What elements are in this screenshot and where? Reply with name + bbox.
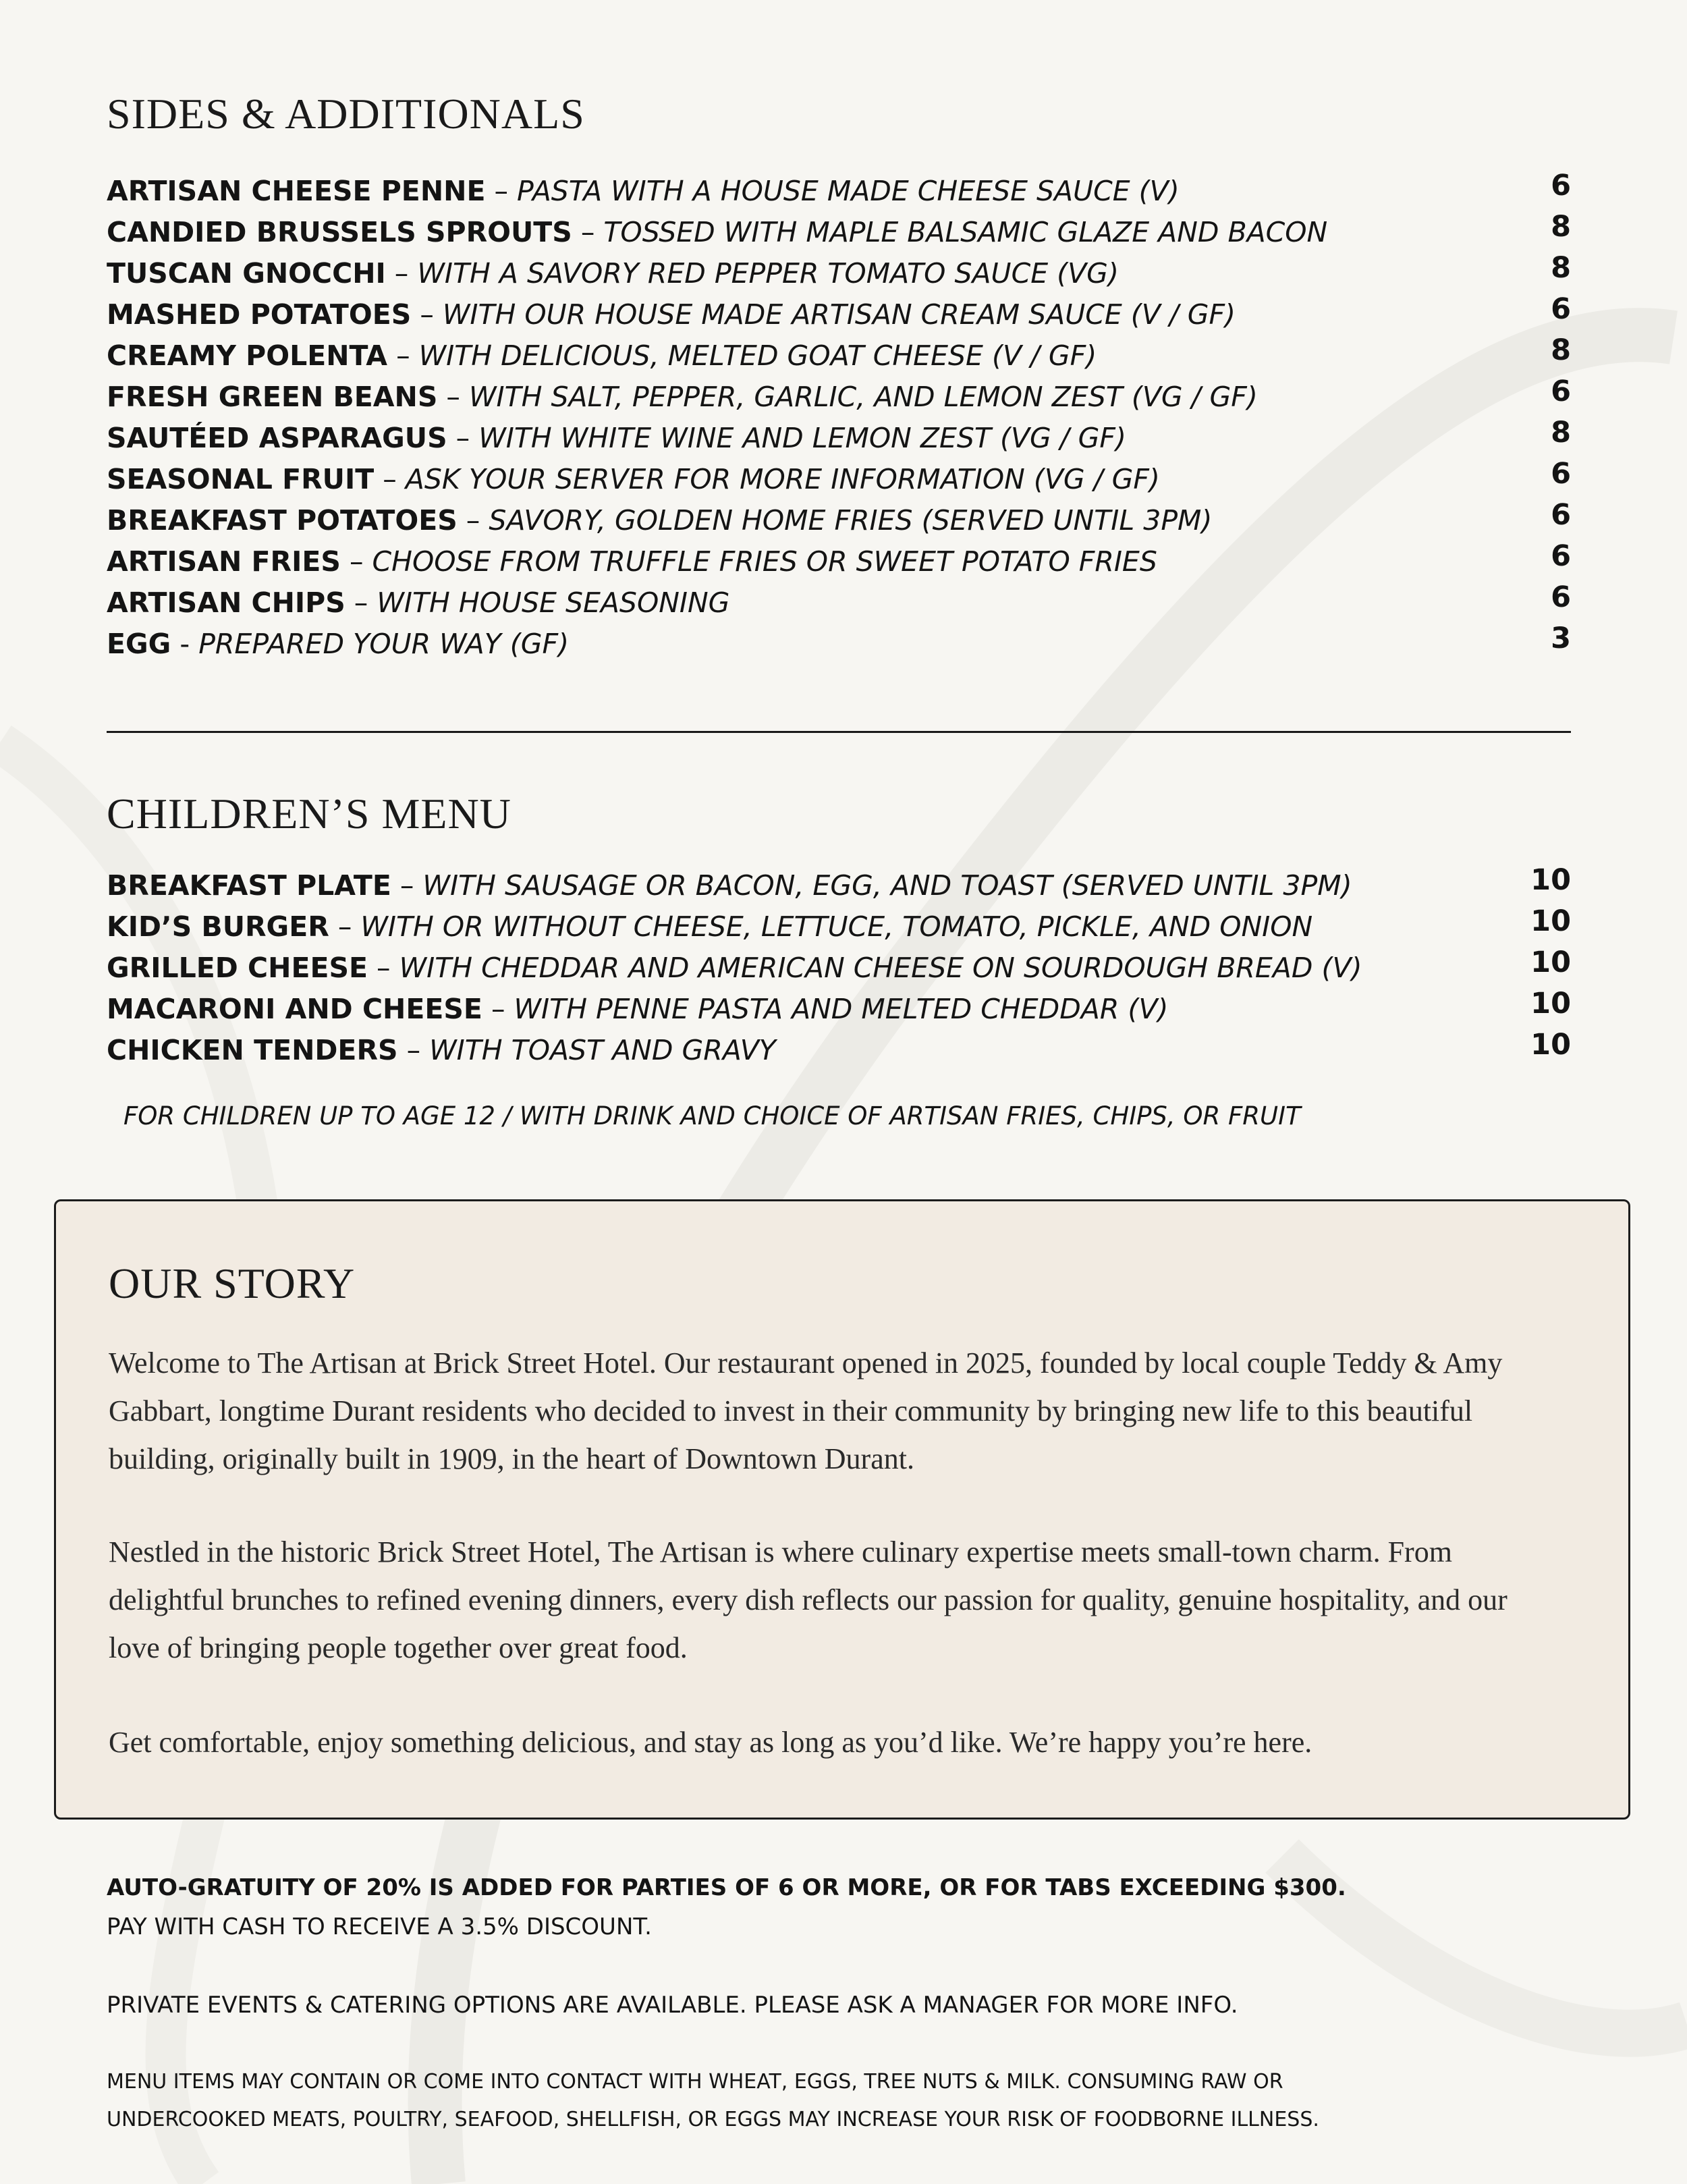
menu-item <box>107 418 1571 459</box>
menu-item-description: WITH WHITE WINE AND LEMON ZEST (VG / GF) <box>478 422 1126 454</box>
menu-item-description: WITH DELICIOUS, MELTED GOAT CHEESE (V / GF) <box>418 339 1097 372</box>
menu-item-name: MACARONI AND CHEESE <box>107 993 482 1025</box>
menu-item <box>107 865 1571 906</box>
menu-item-text <box>107 1030 776 1071</box>
menu-item-price: 8 <box>1551 333 1571 367</box>
menu-item-text <box>107 906 1312 948</box>
menu-item-name: ARTISAN CHEESE PENNE <box>107 175 486 207</box>
menu-item-text <box>107 541 1157 582</box>
sides-list <box>107 171 1571 665</box>
menu-item-price: 6 <box>1551 539 1571 573</box>
menu-item-name: BREAKFAST POTATOES <box>107 504 458 537</box>
children-note: FOR CHILDREN UP TO AGE 12 / WITH DRINK AND CHOICE OF ARTISAN FRIES, CHIPS, OR FRUIT <box>123 1101 1301 1130</box>
menu-item <box>107 377 1571 418</box>
menu-item-name: MASHED POTATOES <box>107 298 412 331</box>
menu-item-price: 10 <box>1530 904 1571 938</box>
story-title: OUR STORY <box>109 1259 356 1307</box>
menu-item-description: WITH SAUSAGE OR BACON, EGG, AND TOAST (SERVED UNTIL 3PM) <box>422 869 1352 902</box>
menu-item-text <box>107 865 1352 906</box>
menu-item-separator: – <box>437 381 469 413</box>
menu-item-text <box>107 294 1236 335</box>
menu-item-separator: – <box>572 216 604 248</box>
menu-item <box>107 335 1571 377</box>
menu-item-text <box>107 377 1258 418</box>
menu-item-separator: – <box>345 586 377 619</box>
menu-item-separator: – <box>411 298 443 331</box>
menu-item <box>107 253 1571 294</box>
menu-item <box>107 541 1571 582</box>
sides-title: SIDES & ADDITIONALS <box>107 90 585 138</box>
menu-item <box>107 212 1571 253</box>
menu-item-text <box>107 948 1362 989</box>
menu-item-description: TOSSED WITH MAPLE BALSAMIC GLAZE AND BACON <box>603 216 1328 248</box>
menu-item-price: 6 <box>1551 292 1571 326</box>
section-divider <box>107 731 1571 733</box>
private-events-notice: PRIVATE EVENTS & CATERING OPTIONS ARE AVAILABLE. PLEASE ASK A MANAGER FOR MORE INFO. <box>107 1992 1238 2019</box>
menu-item-price: 8 <box>1551 210 1571 244</box>
menu-item-separator: – <box>485 175 518 207</box>
children-list <box>107 865 1571 1071</box>
menu-item-price: 8 <box>1551 416 1571 449</box>
menu-item-separator: – <box>482 993 514 1025</box>
menu-item-description: WITH TOAST AND GRAVY <box>429 1034 776 1066</box>
menu-item-price: 6 <box>1551 580 1571 614</box>
menu-item-name: EGG <box>107 628 171 660</box>
menu-item-description: PREPARED YOUR WAY (GF) <box>198 628 570 660</box>
menu-item-description: WITH CHEDDAR AND AMERICAN CHEESE ON SOURDOUGH BREAD (V) <box>399 952 1362 984</box>
menu-item <box>107 989 1571 1030</box>
menu-item <box>107 948 1571 989</box>
menu-item-price: 8 <box>1551 251 1571 285</box>
menu-item-separator: – <box>457 504 489 537</box>
menu-item-description: WITH A SAVORY RED PEPPER TOMATO SAUCE (VG) <box>417 257 1119 290</box>
menu-item-price: 10 <box>1530 987 1571 1020</box>
menu-item-price: 6 <box>1551 169 1571 202</box>
menu-item-price: 6 <box>1551 498 1571 532</box>
menu-item-description: ASK YOUR SERVER FOR MORE INFORMATION (VG / GF) <box>405 463 1160 495</box>
menu-item-text <box>107 171 1180 212</box>
menu-item-separator: – <box>447 422 479 454</box>
menu-item-text <box>107 253 1119 294</box>
menu-item-separator: – <box>374 463 406 495</box>
menu-item-description: WITH HOUSE SEASONING <box>377 586 730 619</box>
menu-item-separator: – <box>368 952 399 984</box>
menu-item-text <box>107 989 1168 1030</box>
menu-item-name: TUSCAN GNOCCHI <box>107 257 386 290</box>
menu-item <box>107 294 1571 335</box>
menu-item <box>107 582 1571 624</box>
menu-item-description: SAVORY, GOLDEN HOME FRIES (SERVED UNTIL 3PM) <box>489 504 1213 537</box>
menu-item-name: ARTISAN CHIPS <box>107 586 345 619</box>
menu-item <box>107 906 1571 948</box>
allergy-notice-line2: UNDERCOOKED MEATS, POULTRY, SEAFOOD, SHELLFISH, OR EGGS MAY INCREASE YOUR RISK OF FOODBORNE ILLNESS. <box>107 2108 1319 2131</box>
menu-item-separator: - <box>171 628 199 660</box>
allergy-notice-line1: MENU ITEMS MAY CONTAIN OR COME INTO CONTACT WITH WHEAT, EGGS, TREE NUTS & MILK. CONSUMING RAW OR <box>107 2070 1283 2094</box>
menu-item <box>107 1030 1571 1071</box>
menu-item-name: ARTISAN FRIES <box>107 545 341 578</box>
our-story-box <box>54 1199 1630 1820</box>
menu-item-name: CANDIED BRUSSELS SPROUTS <box>107 216 572 248</box>
cash-discount-notice: PAY WITH CASH TO RECEIVE A 3.5% DISCOUNT. <box>107 1913 652 1940</box>
menu-item-name: CHICKEN TENDERS <box>107 1034 398 1066</box>
menu-item-separator: – <box>329 910 361 943</box>
menu-item-text <box>107 624 569 665</box>
menu-item-text <box>107 582 729 624</box>
menu-item-price: 3 <box>1551 622 1571 655</box>
menu-item-description: PASTA WITH A HOUSE MADE CHEESE SAUCE (V) <box>517 175 1180 207</box>
menu-item-separator: – <box>387 339 419 372</box>
gratuity-notice: AUTO-GRATUITY OF 20% IS ADDED FOR PARTIES OF 6 OR MORE, OR FOR TABS EXCEEDING $300. <box>107 1874 1346 1901</box>
story-paragraph: Get comfortable, enjoy something delicious, and stay as long as you’d like. We’re happy you’re here. <box>109 1726 1312 1759</box>
menu-item-name: KID’S BURGER <box>107 910 329 943</box>
menu-item-price: 10 <box>1530 1028 1571 1062</box>
menu-item-text <box>107 459 1160 500</box>
menu-item-price: 6 <box>1551 375 1571 408</box>
menu-item-name: SAUTÉED ASPARAGUS <box>107 422 447 454</box>
menu-item-text <box>107 335 1097 377</box>
menu-item-separator: – <box>385 257 418 290</box>
menu-item-name: SEASONAL FRUIT <box>107 463 375 495</box>
menu-item-description: WITH PENNE PASTA AND MELTED CHEDDAR (V) <box>514 993 1169 1025</box>
menu-item <box>107 500 1571 541</box>
menu-item-description: CHOOSE FROM TRUFFLE FRIES OR SWEET POTATO FRIES <box>372 545 1157 578</box>
menu-item-price: 6 <box>1551 457 1571 491</box>
menu-item-name: GRILLED CHEESE <box>107 952 368 984</box>
children-title: CHILDREN’S MENU <box>107 790 511 838</box>
menu-item <box>107 171 1571 212</box>
menu-item-price: 10 <box>1530 863 1571 897</box>
menu-item-name: CREAMY POLENTA <box>107 339 388 372</box>
story-paragraph: Nestled in the historic Brick Street Hotel, The Artisan is where culinary expertise meets small-town charm. From delightful brunches to refined evening dinners, every dish reflects our passion for quality, genuine hospitality, and our love of bringing people together over great food. <box>109 1535 1508 1664</box>
menu-item-description: WITH OUR HOUSE MADE ARTISAN CREAM SAUCE (V / GF) <box>442 298 1236 331</box>
menu-item <box>107 624 1571 665</box>
menu-item-text <box>107 212 1327 253</box>
menu-item-separator: – <box>397 1034 430 1066</box>
menu-item-separator: – <box>391 869 423 902</box>
menu-item-price: 10 <box>1530 946 1571 979</box>
menu-item-text <box>107 418 1126 459</box>
menu-item-description: WITH SALT, PEPPER, GARLIC, AND LEMON ZEST (VG / GF) <box>468 381 1258 413</box>
menu-item-name: BREAKFAST PLATE <box>107 869 391 902</box>
menu-item-description: WITH OR WITHOUT CHEESE, LETTUCE, TOMATO, PICKLE, AND ONION <box>360 910 1313 943</box>
menu-item-name: FRESH GREEN BEANS <box>107 381 438 413</box>
menu-item-text <box>107 500 1212 541</box>
menu-item-separator: – <box>340 545 372 578</box>
story-paragraph: Welcome to The Artisan at Brick Street Hotel. Our restaurant opened in 2025, founded by local couple Teddy & Amy Gabbart, longtime Durant residents who decided to invest in their community by bringing new life to this beautiful building, originally built in 1909, in the heart of Downtown Durant. <box>109 1346 1503 1475</box>
menu-item <box>107 459 1571 500</box>
